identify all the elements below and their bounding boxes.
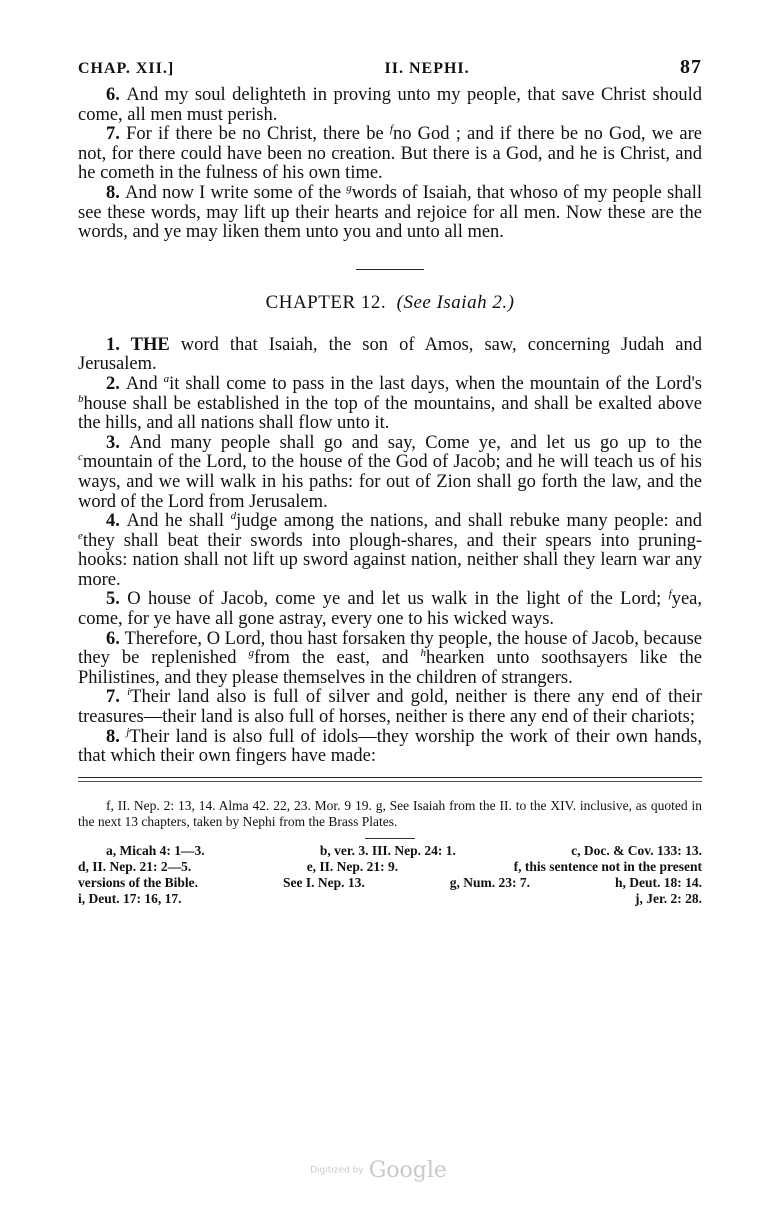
verse xyxy=(78,336,702,375)
verse-number: 6. xyxy=(106,628,125,649)
reference-text: b, ver. 3. III. Nep. 24: 1. xyxy=(319,842,456,858)
reference-entry xyxy=(78,875,198,891)
watermark-logo: Google xyxy=(368,1158,447,1183)
verse-text: house shall be established in the top of the mountains, and shall be exalted above the hills, and all nations shall flow unto it. xyxy=(78,393,702,434)
reference-entry xyxy=(450,875,530,891)
reference-row xyxy=(78,891,702,907)
reference-text: See I. Nep. 13. xyxy=(283,874,365,890)
verse-text: hearken unto soothsayers like the Philistines, and they please themselves in the children of strangers. xyxy=(78,648,702,688)
verse-text: And he shall xyxy=(126,511,231,532)
section-divider xyxy=(356,269,424,270)
reference-text: j, Jer. 2: 28. xyxy=(635,890,702,906)
reference-text: versions of the Bible. xyxy=(78,874,198,890)
reference-entry xyxy=(307,859,399,875)
verse-number: 8. xyxy=(106,182,126,203)
reference-text: f, this sentence not in the present xyxy=(513,858,702,874)
verse-text: no God ; and if there be no God, we are not, for there could have been no creation. But there is a God, and he is Christ, and he cometh in the fulness of his own time. xyxy=(78,124,702,184)
verse-text: from the east, and xyxy=(253,648,421,669)
footnote-note: f, II. Nep. 2: 13, 14. Alma 42. 22, 23. Mor. 9 19. g, See Isaiah from the II. to the XIV. inclusive, as quoted in the next 13 chapters, taken by Nephi from the Brass Plates. xyxy=(78,797,702,829)
verse-text: And xyxy=(125,373,164,394)
verse-number: 7. xyxy=(106,124,127,145)
reference-row xyxy=(78,843,702,859)
header-book: II. NEPHI. xyxy=(384,60,470,77)
verse xyxy=(78,590,702,629)
verse-text: Therefore, O Lord, thou hast forsaken thy people, the house of Jacob, because they be replenished xyxy=(78,628,702,669)
top-verses xyxy=(78,86,702,243)
verse xyxy=(78,509,703,590)
reference-entry xyxy=(635,891,702,907)
reference-text: e, II. Nep. 21: 9. xyxy=(306,858,399,874)
reference-text: h, Deut. 18: 14. xyxy=(615,874,702,890)
footnote-marker: b xyxy=(78,392,84,405)
reference-entry xyxy=(320,843,456,859)
reference-text: d, II. Nep. 21: 2—5. xyxy=(78,858,192,874)
verse-text: Their land is also full of idols—they worship the work of their own hands, that which their own fingers have made: xyxy=(78,726,702,767)
chapter-verses xyxy=(78,336,702,767)
page xyxy=(78,56,702,907)
verse xyxy=(78,372,702,434)
reference-divider xyxy=(365,838,415,839)
verse-text: word that Isaiah, the son of Amos, saw, concerning Judah and Jerusalem. xyxy=(78,334,702,375)
verse-text: And many people shall go and say, Come ye, and let us go up to the xyxy=(129,432,702,453)
reference-text: a, Micah 4: 1—3. xyxy=(106,842,205,858)
google-watermark xyxy=(0,1158,757,1183)
verse-number: 3. xyxy=(106,432,130,453)
verse-number: 6. xyxy=(106,85,127,105)
page-number: 87 xyxy=(679,56,702,78)
reference-entry xyxy=(571,843,702,859)
reference-entry xyxy=(106,843,205,859)
verse-text: it shall come to pass in the last days, when the mountain of the Lord's xyxy=(169,373,702,394)
footnote-rule-thin xyxy=(78,781,702,782)
verse-first-word: THE xyxy=(130,334,181,355)
footnote-marker: i xyxy=(127,686,131,699)
footnote-marker: g xyxy=(346,181,352,194)
verse xyxy=(78,434,702,512)
footnote-marker: c xyxy=(78,451,83,464)
footnote-rule xyxy=(78,777,702,778)
reference-entry xyxy=(514,859,702,875)
footnote-marker: d xyxy=(230,509,237,522)
verse-number: 5. xyxy=(106,589,128,610)
running-header xyxy=(78,56,702,86)
verse-number: 8. xyxy=(106,726,127,747)
verse-text: And my soul delighteth in proving unto my people, that save Christ should come, all men must perish. xyxy=(78,85,702,125)
footnote-marker: f xyxy=(389,123,393,136)
verse xyxy=(78,688,702,727)
verse-text: For if there be no Christ, there be xyxy=(126,124,390,145)
verse xyxy=(78,630,702,689)
verse-number: 1. xyxy=(106,334,131,355)
chapter-reference: (See Isaiah 2.) xyxy=(396,291,515,313)
reference-text: c, Doc. & Cov. 133: 13. xyxy=(571,842,702,858)
verse xyxy=(78,181,702,243)
verse-text: they shall beat their swords into plough-shares, and their spears into pruning-hooks: nation shall not lift up sword against nation, neither shall they learn war any more. xyxy=(78,530,702,590)
footnote-marker: j xyxy=(126,725,130,738)
header-chapter: CHAP. XII.] xyxy=(78,60,175,77)
cross-references xyxy=(78,843,702,907)
verse-text: O house of Jacob, come ye and let us walk in the light of the Lord; xyxy=(127,589,669,610)
verse-text: Their land also is full of silver and gold, neither is there any end of their treasures—their land is also full of horses, neither is there any end of their chariots; xyxy=(78,687,702,728)
verse-text: mountain of the Lord, to the house of the God of Jacob; and he will teach us of his ways, and we will walk in his paths: for out of Zion shall go forth the law, and the word of the Lord from Jerusalem. xyxy=(78,452,702,512)
verse xyxy=(78,725,702,767)
reference-text: g, Num. 23: 7. xyxy=(449,874,530,890)
reference-entry xyxy=(283,875,365,891)
footnote-marker: a xyxy=(163,372,170,385)
verse-number: 2. xyxy=(106,373,126,394)
reference-row xyxy=(78,875,702,891)
footnote-marker: e xyxy=(78,529,83,542)
chapter-heading xyxy=(78,292,702,314)
verse-text: words of Isaiah, that whoso of my people shall see these words, may lift up their hearts and rejoice for all men. Now these are the words, and ye may liken them unto you and unto all men. xyxy=(78,182,702,243)
verse-text: And now I write some of the xyxy=(125,182,347,203)
verse xyxy=(78,125,702,184)
verse-text: judge among the nations, and shall rebuke many people: and xyxy=(236,511,703,532)
verse-number: 7. xyxy=(106,687,128,708)
verse xyxy=(78,86,702,125)
footnote-marker: h xyxy=(420,647,427,660)
reference-entry xyxy=(78,891,182,907)
footnote-marker: g xyxy=(248,647,254,660)
verse-number: 4. xyxy=(106,511,127,532)
reference-row xyxy=(78,859,702,875)
reference-entry xyxy=(78,859,191,875)
footnote-marker: f xyxy=(668,588,672,601)
chapter-title: CHAPTER 12. xyxy=(265,291,387,313)
watermark-small: Digitized by xyxy=(310,1165,364,1176)
reference-entry xyxy=(615,875,702,891)
reference-text: i, Deut. 17: 16, 17. xyxy=(78,890,182,906)
verse-text: yea, come, for ye have all gone astray, every one to his wicked ways. xyxy=(78,589,703,630)
